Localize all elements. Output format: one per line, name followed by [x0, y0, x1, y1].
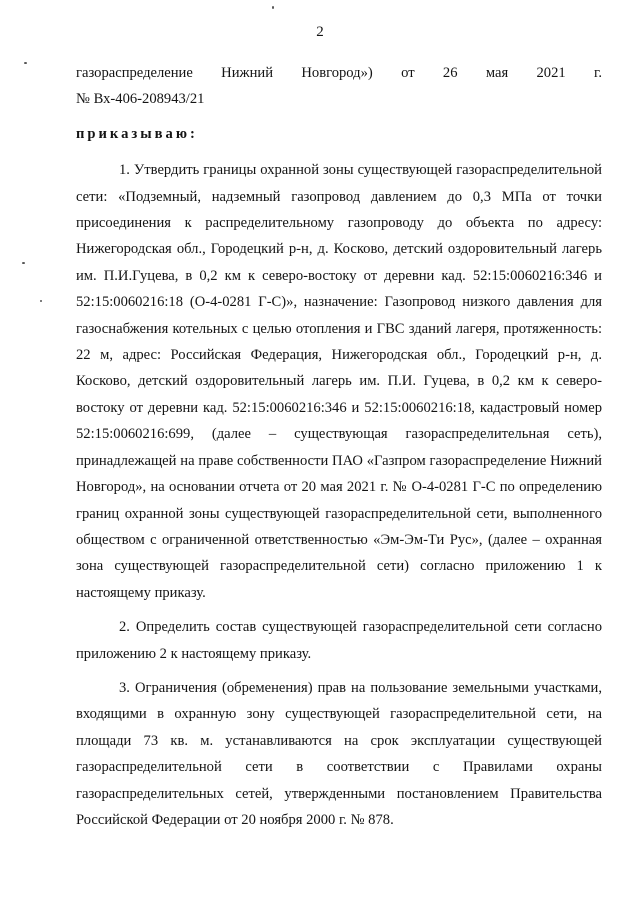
scan-speck [40, 300, 42, 302]
document-body [76, 60, 602, 833]
page-number: 2 [316, 24, 324, 40]
item-2: 2. Определить состав существующей газораспределительной сети согласно приложению 2 к настоящему приказу. [76, 619, 602, 662]
scan-speck [272, 6, 274, 9]
item-3: 3. Ограничения (обременения) прав на пользование земельными участками, входящими в охранную зону существующей газораспределительной сети, на площади 73 кв. м. устанавливаются на срок эксплуатации существующей газораспределительной сети в соответствии с Правилами охраны газораспределительных сетей, утвержденными постановлением Правительства Российской Федерации от 20 ноября 2000 г. № 878. [76, 679, 602, 828]
item-1: 1. Утвердить границы охранной зоны существующей газораспределительной сети: «Подземный, надземный газопровод давлением до 0,3 МПа от точки присоединения к распределительному газопроводу до объекта по адресу: Нижегородская обл., Городецкий р-н, д. Косково, детский оздоровительный лагерь им. П.И.Гуцева, в 0,2 км к северо-востоку от деревни кад. 52:15:0060216:346 и 52:15:0060216:18 (О-4-0281 Г-С)», назначение: Газопровод низкого давления для газоснабжения котельных с целью отопления и ГВС зданий лагеря, протяженность: 22 м, адрес: Российская Федерация, Нижегородская обл., Городецкий р-н, д. Косково, детский оздоровительный лагерь им. П.И. Гуцева, в 0,2 км к северо-востоку от деревни кад. 52:15:0060216:346 и 52:15:0060216:18, кадастровый номер 52:15:0060216:699, (далее – существующая газораспределительная сеть), принадлежащей на праве собственности ПАО «Газпром газораспределение Нижний Новгород», на основании отчета от 20 мая 2021 г. № О-4-0281 Г-С по определению границ охранной зоны существующей газораспределительной сети, выполненного обществом с ограниченной ответственностью «Эм-Эм-Ти Рус», (далее – охранная зона существующей газораспределительной сети) согласно приложению 1 к настоящему приказу. [76, 162, 602, 601]
intro-line-2: № Вх-406-208943/21 [76, 91, 205, 108]
order-heading: приказываю: [76, 125, 198, 142]
scan-speck [22, 262, 25, 264]
intro-line-1: газораспределение Нижний Новгород») от 26 мая 2021 г. [76, 65, 602, 81]
scan-speck [24, 62, 27, 64]
